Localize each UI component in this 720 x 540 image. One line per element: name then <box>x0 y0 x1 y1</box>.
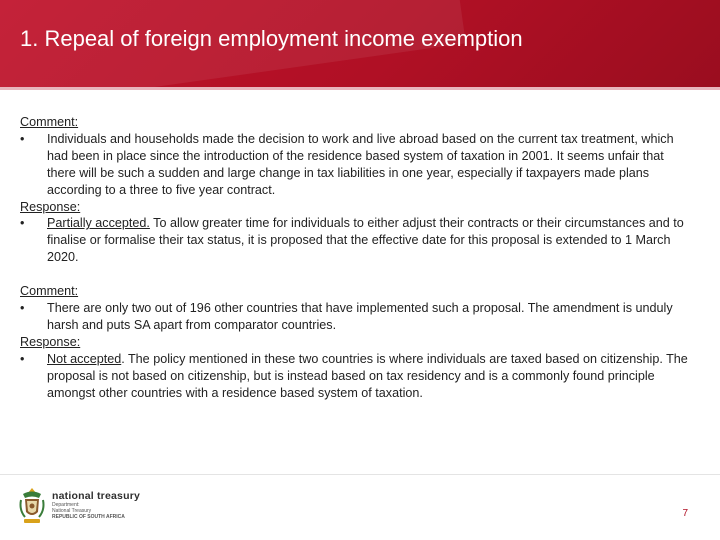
response-body <box>47 215 690 266</box>
comment-bullet <box>20 300 690 334</box>
comment-label: Comment: <box>20 284 79 299</box>
banner-sheen <box>0 0 466 116</box>
title-banner <box>0 0 720 90</box>
bullet-glyph: • <box>20 351 25 366</box>
bullet-glyph: • <box>20 131 25 146</box>
banner-stripe <box>0 87 720 90</box>
page-number: 7 <box>682 508 688 519</box>
comment-text: There are only two out of 196 other countries that have implemented such a proposal. The amendment is unduly harsh and puts SA apart from comparator countries. <box>47 301 673 332</box>
comment-bullet <box>20 131 690 199</box>
response-status: Partially accepted. <box>47 216 150 231</box>
logo-line-department: Department: <box>52 502 80 508</box>
coat-of-arms-icon <box>18 486 46 526</box>
response-label: Response: <box>20 199 81 214</box>
logo-text <box>52 490 140 520</box>
response-body <box>47 351 690 402</box>
national-treasury-logo <box>18 486 178 530</box>
response-label: Response: <box>20 334 81 349</box>
comment-label: Comment: <box>20 115 79 129</box>
comment-text: Individuals and households made the decision to work and live abroad based on the current tax treatment, which had been in place since the introduction of the residence based system of taxation in 2001. It seems unfair that there will be such a sudden and large change in tax liabilities in one year, especially if taxpayers made plans according to a three to five year contract. <box>47 131 674 197</box>
slide-title: 1. Repeal of foreign employment income exemption <box>20 26 523 51</box>
response-bullet <box>20 215 690 266</box>
response-text: . The policy mentioned in these two countries is where individuals are taxed based on citizenship. The proposal is not based on citizenship, but is instead based on tax residency and is a commonly found principle amongst other countries with a residence based system of taxation. <box>47 351 688 400</box>
bullet-glyph: • <box>20 301 25 316</box>
logo-line-republic: REPUBLIC OF SOUTH AFRICA <box>52 514 125 520</box>
footer-divider <box>0 474 720 475</box>
response-bullet <box>20 351 690 402</box>
slide-body <box>20 114 690 402</box>
response-status: Not accepted <box>47 351 122 366</box>
bullet-glyph: • <box>20 216 25 231</box>
response-text: To allow greater time for individuals to either adjust their contracts or their circumstances and to finalise or formalise their tax status, it is proposed that the effective date for this proposal is extended to 1 March 2020. <box>47 216 684 265</box>
logo-wordmark: national treasury <box>52 490 141 502</box>
logo-line-treasury: National Treasury <box>52 508 92 514</box>
